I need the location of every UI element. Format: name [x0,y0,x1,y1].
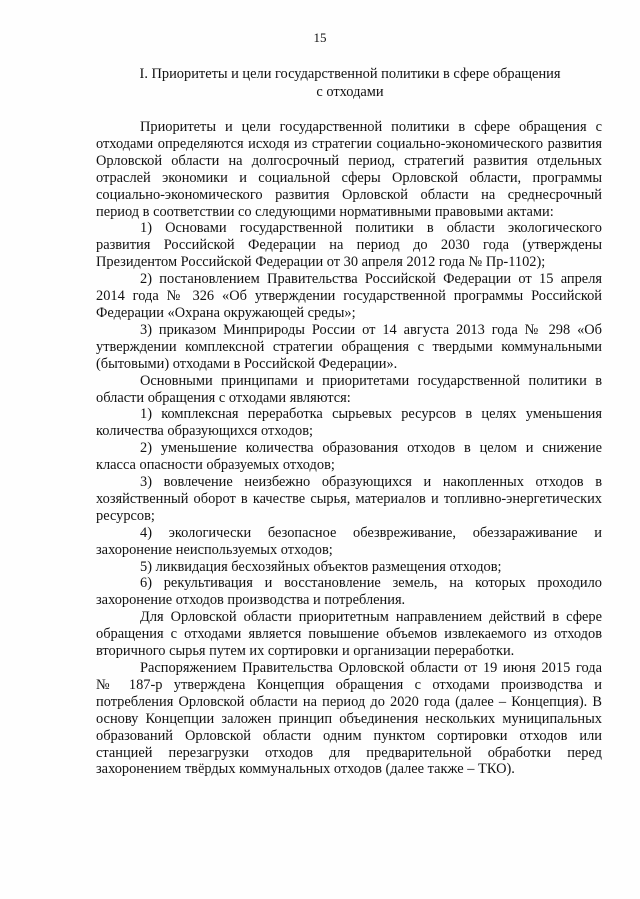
section-heading [96,66,604,101]
page-number: 15 [313,30,327,45]
paragraph-principle-5: 5) ликвидация бесхозяйных объектов размещения отходов; [140,558,502,575]
paragraph-principles-intro: Основными принципами и приоритетами государственной политики в области обращения с отходами являются: [96,372,602,406]
paragraph-principle-1: 1) комплексная переработка сырьевых ресурсов в целях уменьшения количества образующихся отходов; [96,406,602,440]
paragraph-act-1: 1) Основами государственной политики в области экологического развития Российской Федерации на период до 2030 года (утверждены Президентом Российской Федерации от 30 апреля 2012 года № Пр-1102); [96,220,602,271]
paragraph-principle-2: 2) уменьшение количества образования отходов в целом и снижение класса опасности образуемых отходов; [96,440,602,474]
paragraph-intro: Приоритеты и цели государственной политики в сфере обращения с отходами определяются исходя из стратегии социально-экономического развития Орловской области на долгосрочный период, стратегий развития отдельных отраслей экономики и социальной сферы Орловской области, программы социально-экономического развития Орловской области на среднесрочный период в соответствии со следующими нормативными правовыми актами: [96,119,602,220]
paragraph-priority: Для Орловской области приоритетным направлением действий в сфере обращения с отходами является повышение объемов извлекаемого из отходов вторичного сырья путем их сортировки и организации переработки. [96,609,602,660]
paragraph-concept: Распоряжением Правительства Орловской области от 19 июня 2015 года № 187-р утверждена Концепция обращения с отходами производства и потребления Орловской области на период до 2020 года (далее – Концепция). В основу Концепции заложен принцип объединения нескольких муниципальных образований Орловской области одним пунктом сортировки отходов или станцией перезагрузки отходов для предварительной обработки перед захоронением твёрдых коммунальных отходов (далее также – ТКО). [96,660,602,778]
paragraph-principle-3: 3) вовлечение неизбежно образующихся и накопленных отходов в хозяйственный оборот в качестве сырья, материалов и топливно-энергетических ресурсов; [96,474,602,524]
section-heading-line-2: с отходами [316,83,384,100]
paragraph-principle-6: 6) рекультивация и восстановление земель, на которых проходило захоронение отходов производства и потребления. [96,575,602,609]
section-heading-line-1: I. Приоритеты и цели государственной политики в сфере обращения [139,66,561,82]
paragraph-act-3: 3) приказом Минприроды России от 14 августа 2013 года № 298 «Об утверждении комплексной стратегии обращения с твердыми коммунальными (бытовыми) отходами в Российской Федерации». [96,321,602,372]
body-text [96,119,602,778]
paragraph-act-2: 2) постановлением Правительства Российской Федерации от 15 апреля 2014 года № 326 «Об утверждении государственной программы Российской Федерации «Охрана окружающей среды»; [96,271,602,321]
paragraph-principle-4: 4) экологически безопасное обезвреживание, обеззараживание и захоронение неиспользуемых отходов; [96,524,602,558]
